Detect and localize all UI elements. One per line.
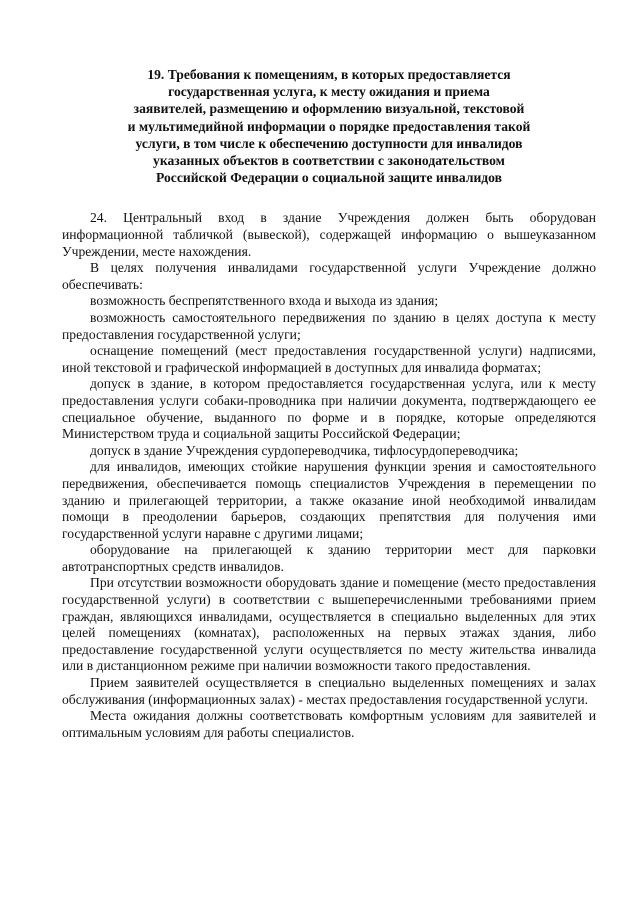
paragraph-staff-assistance: для инвалидов, имеющих стойкие нарушения функции зрения и самостоятельного передвижения, обеспечивается помощь специалистов Учреждения в перемещении по зданию и прилегающей территории, а также оказание иной необходимой инвалидам помощи в преодолении барьеров, создающих препятствия для получения ими государственной услуги наравне с другими лицами;	[62, 459, 596, 541]
paragraph-independent-movement: возможность самостоятельного передвижения по зданию в целях доступа к месту предоставления государственной услуги;	[62, 309, 596, 342]
heading-line: указанных объектов в соответствии с законодательством	[153, 153, 505, 169]
heading-line: заявителей, размещению и оформлению визуальной, текстовой	[133, 101, 525, 117]
heading-line: 19. Требования к помещениям, в которых предоставляется	[147, 67, 511, 82]
paragraph-sign-interpreter: допуск в здание Учреждения сурдопереводчика, тифлосурдопереводчика;	[90, 442, 519, 458]
paragraph-waiting-areas: Места ожидания должны соответствовать комфортным условиям для заявителей и оптимальным условиям для работы специалистов.	[62, 708, 596, 740]
paragraph-entrance-sign: 24. Центральный вход в здание Учреждения должен быть оборудован информационной табличкой (вывеской), содержащей информацию о вышеуказанном Учреждении, месте нахождения.	[62, 210, 596, 259]
paragraph-parking: оборудование на прилегающей к зданию территории мест для парковки автотранспортных средств инвалидов.	[62, 542, 596, 574]
heading-line: государственная услуга, к месту ожидания и приема	[168, 84, 490, 100]
heading-line: и мультимедийной информации о порядке предоставления такой	[127, 118, 531, 134]
paragraph-guide-dog: допуск в здание, в котором предоставляется государственная услуга, или к месту предоставления услуги собаки-проводника при наличии документа, подтверждающего ее специальное обучение, выданного по форме и в порядке, которые определяются Министерством труда и социальной защиты Российской Федерации;	[62, 376, 596, 442]
document-page	[62, 66, 596, 741]
heading-line: услуги, в том числе к обеспечению доступности для инвалидов	[135, 135, 523, 151]
paragraph-free-entry: возможность беспрепятственного входа и выхода из здания;	[90, 293, 439, 309]
heading-line: Российской Федерации о социальной защите инвалидов	[156, 170, 502, 186]
paragraph-reception-halls: Прием заявителей осуществляется в специально выделенных помещениях и залах обслуживания (информационных залах) - местах предоставления государственной услуги.	[62, 675, 596, 707]
paragraph-signage: оснащение помещений (мест предоставления государственной услуги) надписями, иной текстовой и графической информацией в доступных для инвалида форматах;	[62, 343, 596, 375]
section-heading	[62, 66, 596, 186]
paragraph-alternative-reception: При отсутствии возможности оборудовать здание и помещение (место предоставления государственной услуги) в соответствии с вышеперечисленными требованиями прием граждан, являющихся инвалидами, осуществляется в специально выделенных для этих целей помещениях (комнатах), расположенных на первых этажах здания, либо предоставление государственной услуги осуществляется по месту жительства инвалида или в дистанционном режиме при наличии возможности такого предоставления.	[62, 575, 596, 674]
paragraph-accessibility-intro: В целях получения инвалидами государственной услуги Учреждение должно обеспечивать:	[62, 260, 596, 292]
